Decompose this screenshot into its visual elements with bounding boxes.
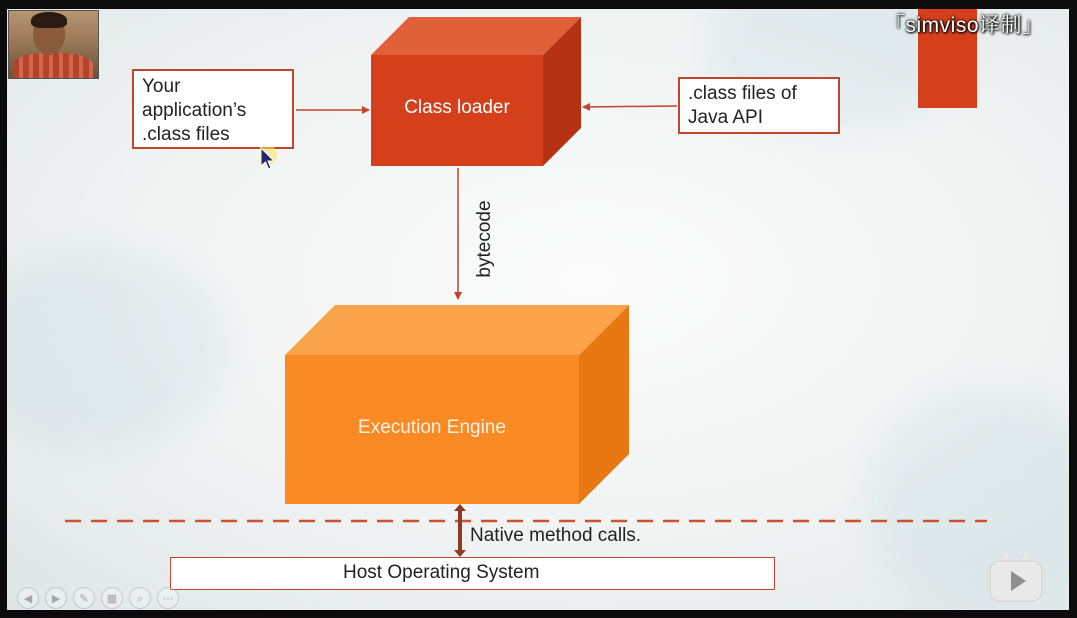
webcam-shirt <box>13 53 93 79</box>
execution-engine-top-face <box>285 305 629 355</box>
bytecode-label-wrapper <box>470 189 500 289</box>
execution-engine-block <box>285 305 629 504</box>
next-icon: ▶ <box>51 593 61 605</box>
host-operating-system-box <box>170 557 775 590</box>
zoom-button[interactable] <box>129 587 151 609</box>
bytecode-label: bytecode <box>474 200 495 278</box>
presentation-slide <box>7 9 1069 610</box>
simviso-watermark: 「simviso译制」 <box>884 14 1044 37</box>
prev-icon: ◀ <box>23 593 33 605</box>
slides-icon: ▦ <box>106 593 118 605</box>
java-api-line: .class files of <box>688 83 797 104</box>
video-play-badge-icon[interactable] <box>988 553 1044 603</box>
class-loader-label: Class loader <box>404 97 510 118</box>
native-call-double-arrow <box>454 504 466 557</box>
java-api-line: Java API <box>688 107 763 128</box>
pen-icon: ✎ <box>79 593 89 605</box>
host-os-label: Host Operating System <box>343 562 540 583</box>
pen-tool-button[interactable] <box>73 587 95 609</box>
zoom-icon: ⌕ <box>136 593 144 605</box>
your-app-line: .class files <box>142 124 230 145</box>
more-icon: ⋯ <box>162 593 174 605</box>
webcam-hair <box>31 12 67 28</box>
prev-slide-button[interactable] <box>17 587 39 609</box>
your-application-class-files-box <box>132 69 294 149</box>
execution-engine-label: Execution Engine <box>358 417 506 438</box>
more-options-button[interactable] <box>157 587 179 609</box>
native-method-calls-label: Native method calls. <box>470 525 642 546</box>
your-app-line: application’s <box>142 100 247 121</box>
presenter-webcam <box>8 10 99 79</box>
class-loader-block <box>371 17 581 166</box>
mouse-cursor-icon <box>260 147 280 173</box>
see-all-slides-button[interactable] <box>101 587 123 609</box>
java-api-class-files-box <box>678 77 840 134</box>
slideshow-controls <box>17 587 179 609</box>
api-to-loader-arrow <box>583 106 677 107</box>
your-app-line: Your <box>142 76 181 97</box>
next-slide-button[interactable] <box>45 587 67 609</box>
